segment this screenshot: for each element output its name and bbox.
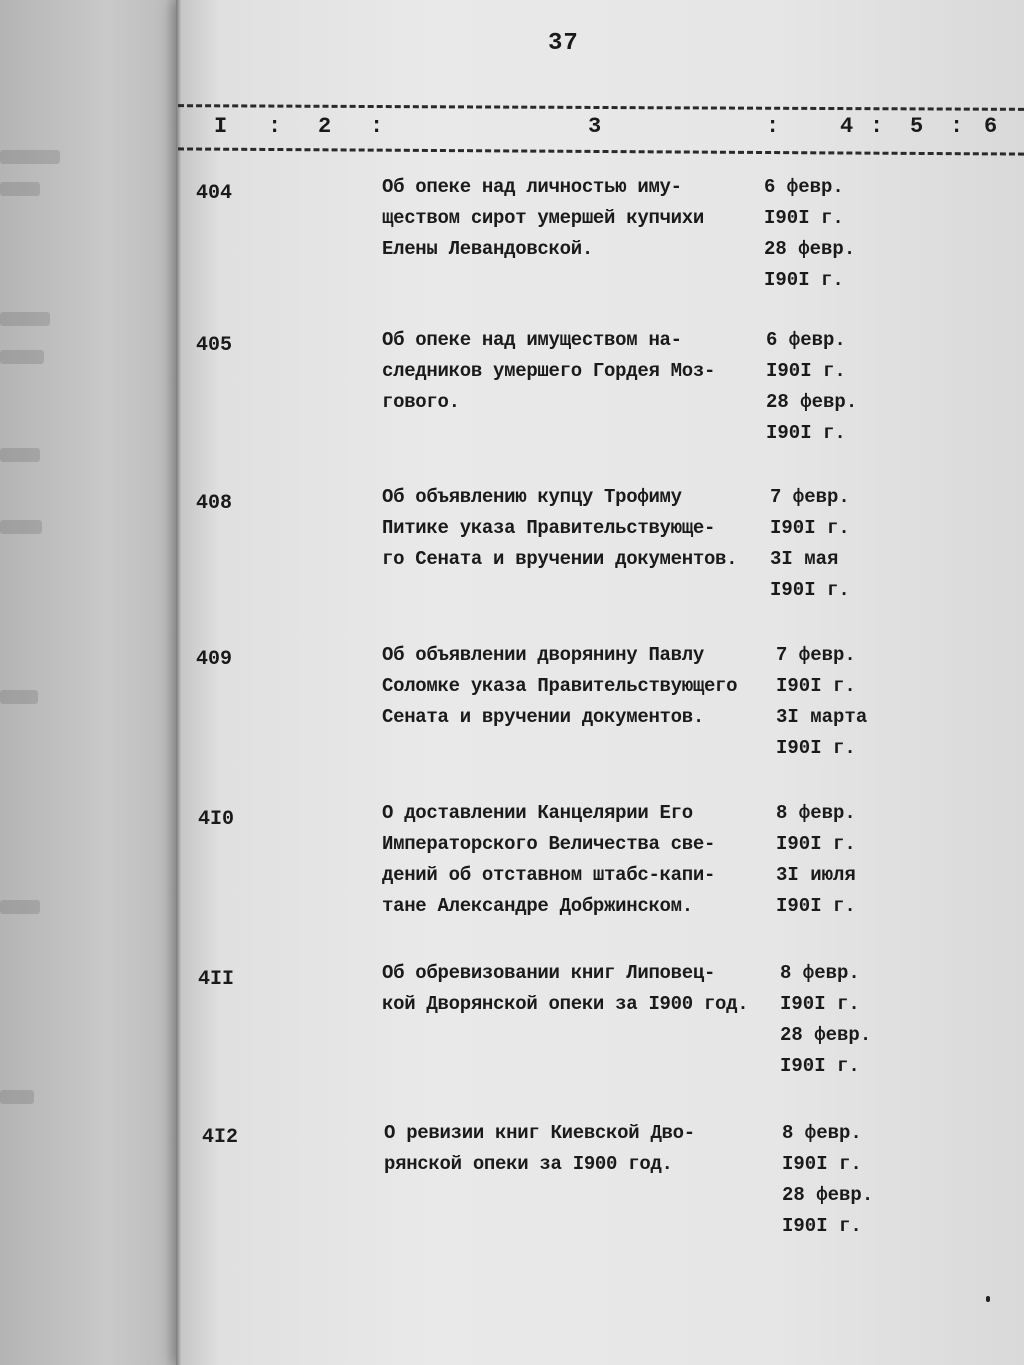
entry-text: Об опеке над имуществом на- следников умершего Гордея Моз- гового. [382, 329, 716, 413]
column-separator: : [950, 114, 964, 139]
entry-dates: 8 февр. I90I г. 28 февр. I90I г. [782, 1122, 874, 1237]
entry-number: 409 [196, 648, 233, 671]
entry-number: 4II [198, 968, 235, 991]
left-page-edge [0, 0, 195, 1365]
entry-text: Об объявлении дворянину Павлу Соломке указа Правительствующего Сената и вручении документов. [382, 644, 738, 728]
entry-number: 4I0 [198, 808, 235, 831]
column-header-4: 4 [840, 114, 854, 139]
column-separator: : [766, 114, 780, 139]
entry-number: 405 [196, 334, 233, 357]
entry-dates: 6 февр. I90I г. 28 февр. I90I г. [766, 329, 858, 444]
column-separator: : [370, 114, 384, 139]
ink-speck [986, 1296, 990, 1302]
column-separator: : [268, 114, 282, 139]
column-separator: : [870, 114, 884, 139]
entry-text: Об объявлению купцу Трофиму Питике указа Правительствующе- го Сената и вручении документов. [382, 486, 738, 570]
column-header-1: I [214, 114, 228, 139]
entry-text: О ревизии книг Киевской Дво- рянской опеки за I900 год. [384, 1122, 695, 1175]
column-header-6: 6 [984, 114, 998, 139]
entry-number: 4I2 [202, 1126, 239, 1149]
column-header-5: 5 [910, 114, 924, 139]
entry-dates: 7 февр. I90I г. 3I мая I90I г. [770, 486, 850, 601]
entry-text: О доставлении Канцелярии Его Императорского Величества све- дений об отставном штабс-капи- тане Александре Добржинском. [382, 802, 716, 917]
entry-dates: 6 февр. I90I г. 28 февр. I90I г. [764, 176, 856, 291]
entry-number: 408 [196, 492, 233, 515]
entry-dates: 8 февр. I90I г. 28 февр. I90I г. [780, 962, 872, 1077]
entry-text: Об опеке над личностью иму- ществом сирот умершей купчихи Елены Левандовской. [382, 176, 704, 260]
column-header-2: 2 [318, 114, 332, 139]
page-number: 37 [548, 30, 579, 57]
binding-fold [176, 0, 182, 1365]
entry-dates: 7 февр. I90I г. 3I марта I90I г. [776, 644, 868, 759]
entry-number: 404 [196, 182, 233, 205]
entry-dates: 8 февр. I90I г. 3I июля I90I г. [776, 802, 856, 917]
entry-text: Об обревизовании книг Липовец- кой Дворянской опеки за I900 год. [382, 962, 749, 1015]
column-header-3: 3 [588, 114, 602, 139]
